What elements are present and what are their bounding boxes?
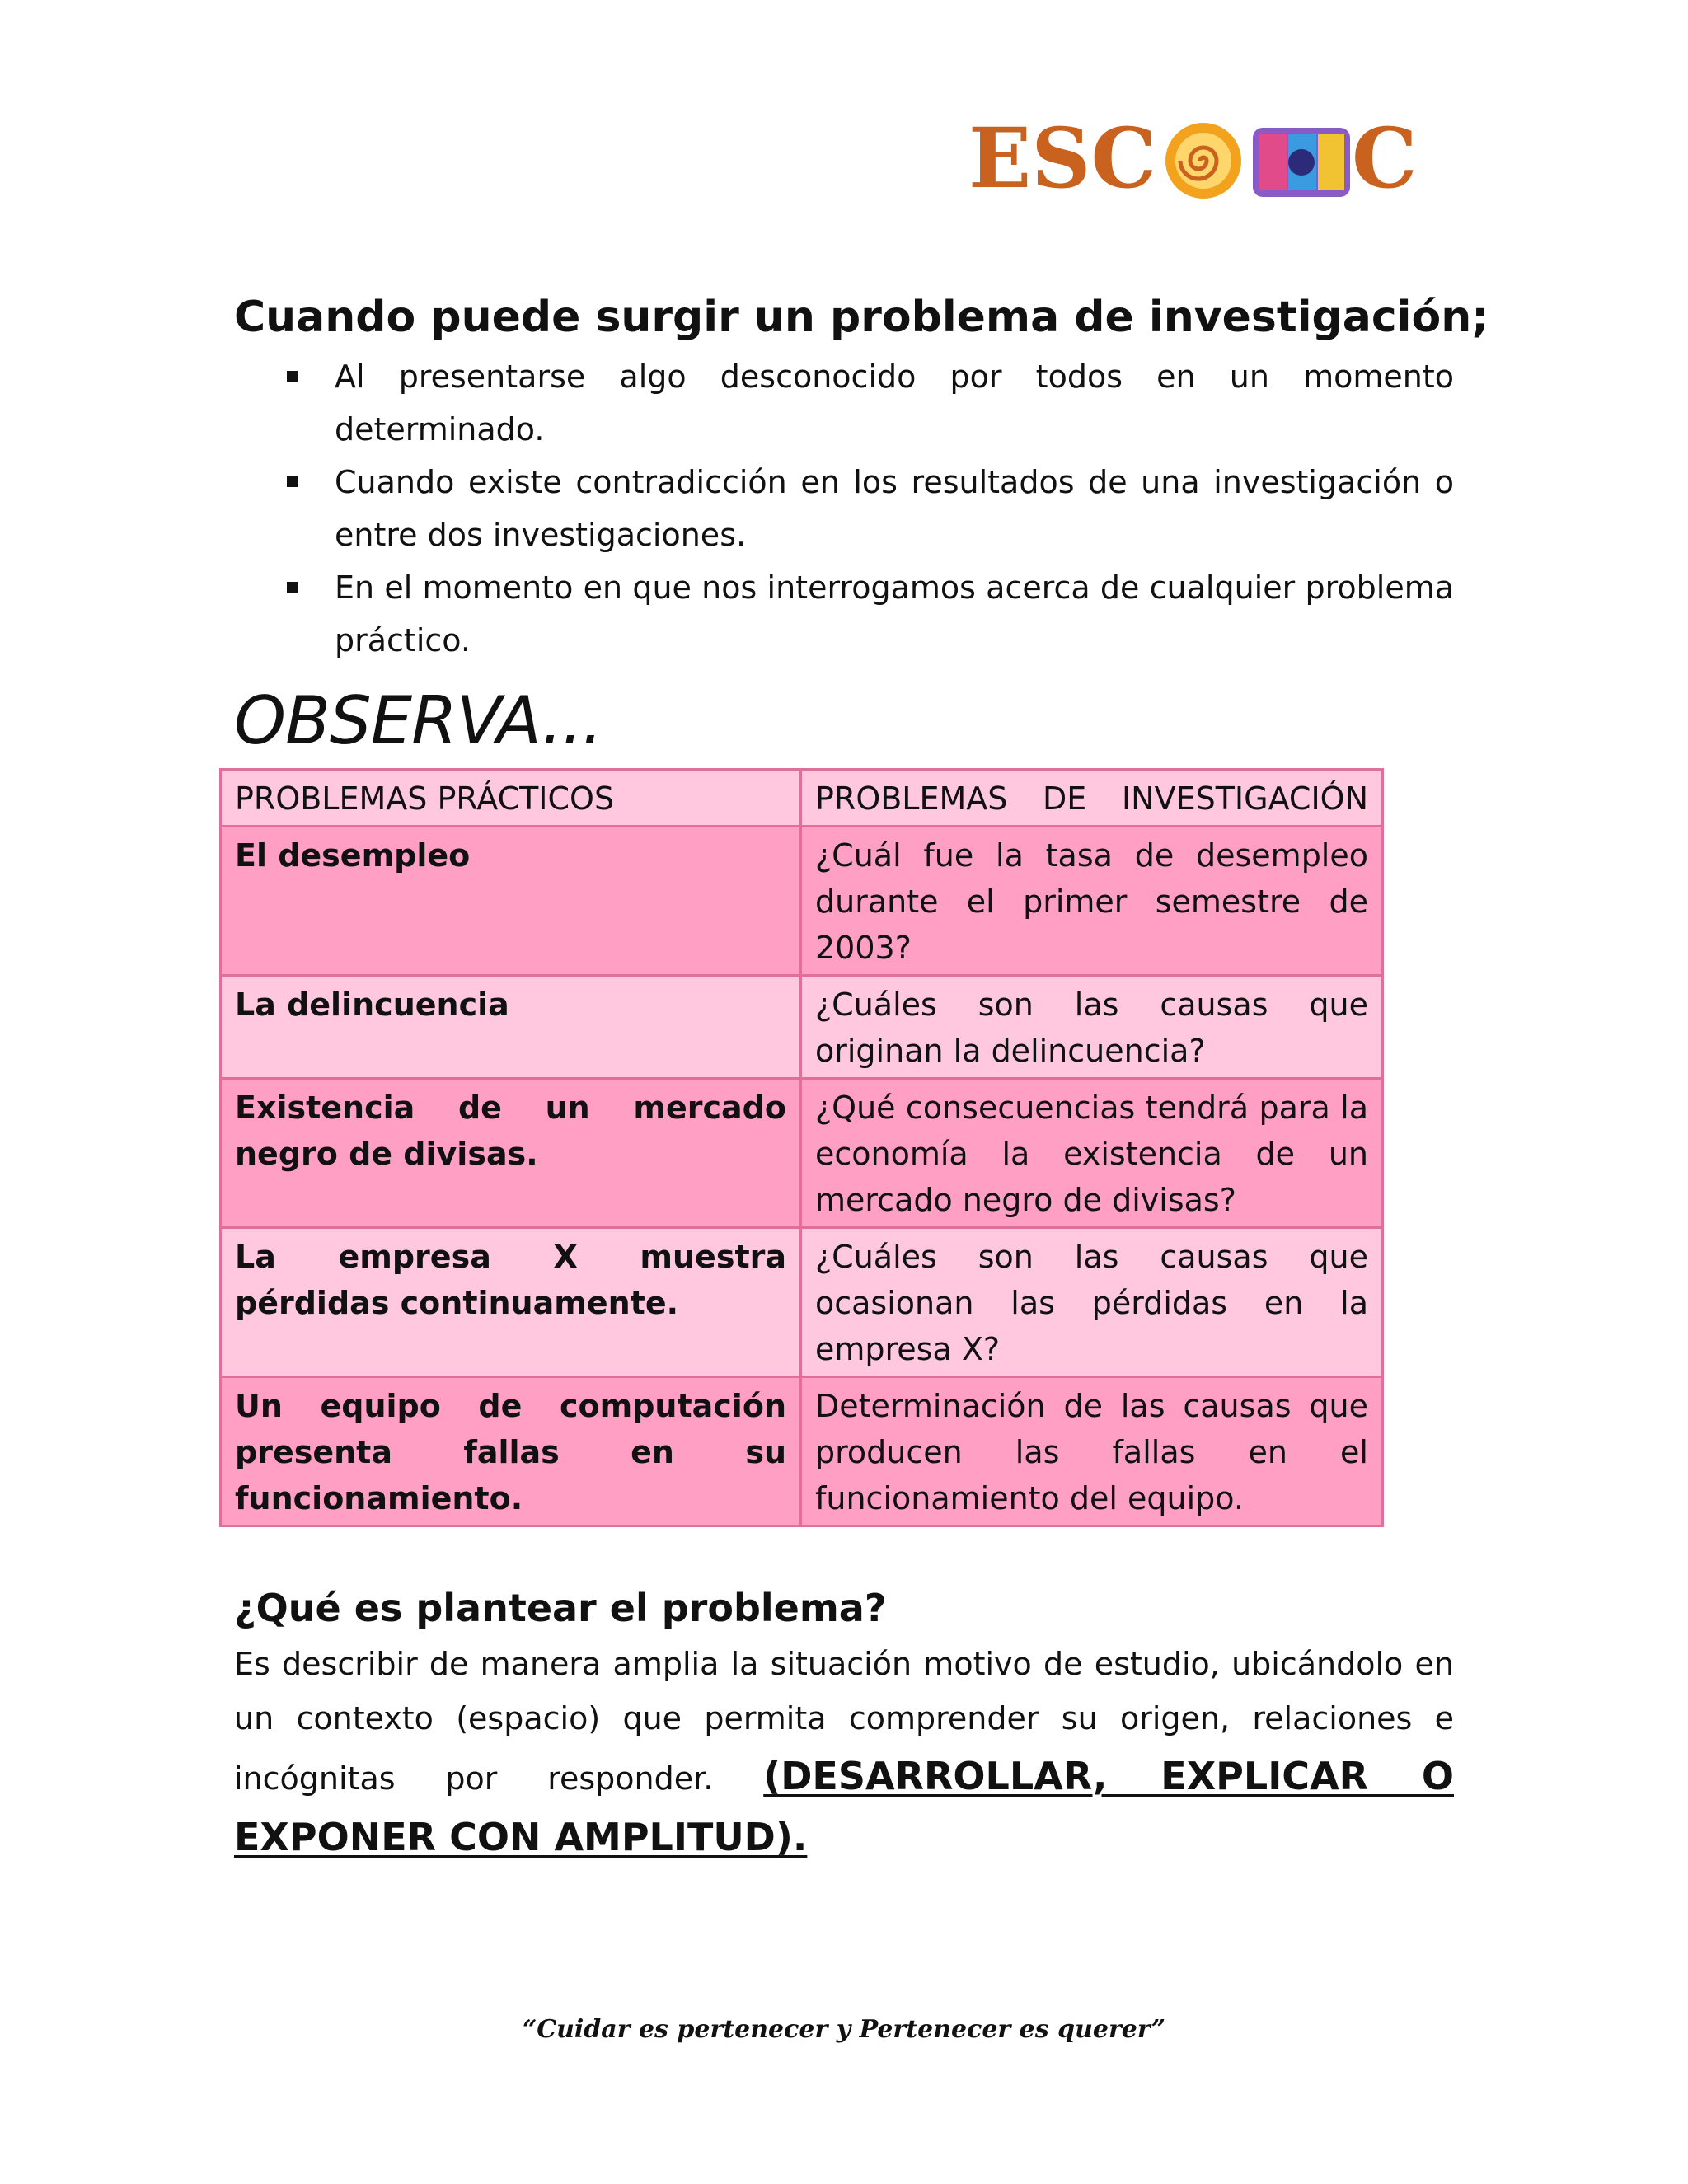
table-cell-research: ¿Cuáles son las causas que ocasionan las pérdidas en la empresa X? — [801, 1228, 1383, 1377]
problems-table — [219, 768, 1384, 1527]
footer-motto: “Cuidar es pertenecer y Pertenecer es querer” — [522, 2015, 1166, 2044]
colorful-badge-icon — [1253, 128, 1350, 197]
escodoc-logo — [968, 110, 1418, 207]
svg-text:C: C — [1352, 110, 1418, 207]
bullet-square-icon — [287, 582, 298, 593]
bullet-square-icon — [287, 476, 298, 487]
table-cell-practical: Un equipo de computación presenta fallas en su funcionamiento. — [221, 1377, 801, 1526]
table-row — [221, 1377, 1383, 1526]
logo-graphic — [968, 110, 1418, 207]
table-cell-research: ¿Qué consecuencias tendrá para la economía la existencia de un mercado negro de divisas? — [801, 1079, 1383, 1228]
list-item — [234, 456, 1454, 561]
emphasis-text: (DESARROLLAR, EXPLICAR O EXPONER CON AMPLITUD). — [234, 1754, 1454, 1859]
svg-text:ESC: ESC — [968, 110, 1157, 207]
table-header-row — [221, 770, 1383, 827]
spiral-icon — [1165, 123, 1241, 199]
observa-title: OBSERVA... — [234, 682, 603, 759]
table-cell-practical: La empresa X muestra pérdidas continuamente. — [221, 1228, 801, 1377]
table-cell-research: ¿Cuál fue la tasa de desempleo durante el primer semestre de 2003? — [801, 827, 1383, 976]
table-row — [221, 976, 1383, 1079]
definition-text: Es describir de manera amplia la situación motivo de estudio, ubicándolo en un contexto (espacio) que permita comprender su origen, relaciones e incógnitas por responder. — [234, 1646, 1454, 1797]
table-header-cell: PROBLEMAS PRÁCTICOS — [221, 770, 801, 827]
table-cell-practical: Existencia de un mercado negro de divisas. — [221, 1079, 801, 1228]
bullet-text: Cuando existe contradicción en los resultados de una investigación o entre dos investigaciones. — [335, 464, 1454, 553]
definition-paragraph — [234, 1637, 1454, 1868]
bullet-text: En el momento en que nos interrogamos acerca de cualquier problema práctico. — [335, 569, 1454, 658]
table-row — [221, 827, 1383, 976]
bullet-list — [234, 350, 1454, 667]
table-cell-research: ¿Cuáles son las causas que originan la delincuencia? — [801, 976, 1383, 1079]
section-heading-problem-origin: Cuando puede surgir un problema de investigación; — [234, 293, 1489, 342]
bullet-text: Al presentarse algo desconocido por todos en un momento determinado. — [335, 359, 1454, 448]
table-cell-practical: La delincuencia — [221, 976, 801, 1079]
table-header-cell: PROBLEMAS DE INVESTIGACIÓN — [801, 770, 1383, 827]
table-cell-research: Determinación de las causas que producen las fallas en el funcionamiento del equipo. — [801, 1377, 1383, 1526]
table-row — [221, 1228, 1383, 1377]
section-heading-definition: ¿Qué es plantear el problema? — [234, 1586, 887, 1630]
table-row — [221, 1079, 1383, 1228]
list-item — [234, 350, 1454, 456]
bullet-square-icon — [287, 371, 298, 382]
list-item — [234, 561, 1454, 667]
table-cell-practical: El desempleo — [221, 827, 801, 976]
